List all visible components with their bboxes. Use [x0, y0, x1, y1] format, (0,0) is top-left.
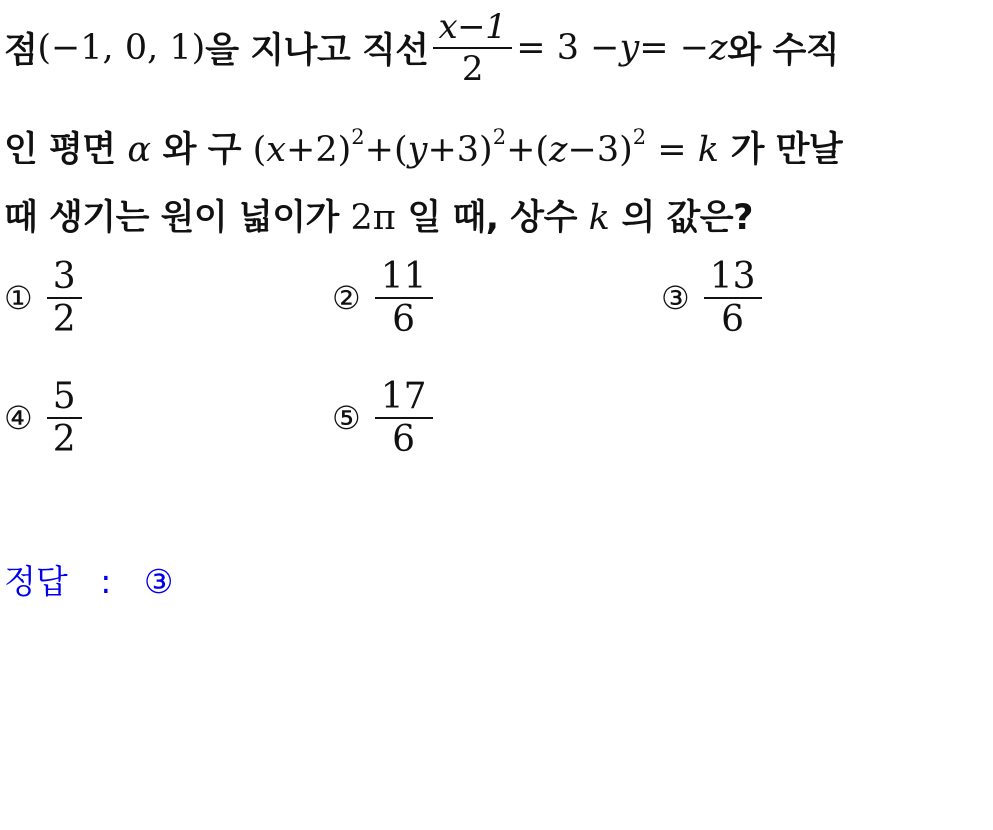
line-equation-fraction [433, 7, 513, 89]
choice-fraction [375, 256, 433, 340]
question-text: 일 때, 상수 [407, 198, 589, 238]
math-text: = − [639, 28, 710, 68]
choice-fraction [47, 376, 82, 460]
constant-k: k [588, 198, 610, 238]
choice-marker: ② [332, 279, 361, 317]
choice-fraction [375, 376, 433, 460]
choice-3[interactable] [661, 256, 762, 340]
plane-alpha: α [127, 130, 151, 170]
choice-fraction [47, 256, 82, 340]
fraction-denominator: 6 [392, 419, 416, 460]
answer-line [4, 556, 173, 603]
choice-1[interactable] [4, 256, 82, 340]
question-text: 가 만날 [730, 130, 843, 170]
math-text: = 3 − [516, 28, 620, 68]
choice-marker: ④ [4, 399, 33, 437]
area-value: 2π [350, 198, 396, 238]
choice-4[interactable] [4, 376, 82, 460]
choice-marker: ③ [661, 279, 690, 317]
answer-separator: : [100, 562, 112, 601]
fraction-numerator: 5 [47, 376, 82, 419]
choice-2[interactable] [332, 256, 433, 340]
fraction-denominator: 6 [392, 299, 416, 340]
question-text: 와 구 [162, 130, 253, 170]
answer-label: 정답 [4, 562, 68, 601]
fraction-numerator: x−1 [433, 7, 513, 49]
answer-value: ③ [143, 562, 174, 601]
question-line-1 [4, 8, 839, 88]
sphere-equation: $(x+2)^2+(y+3)^2+(z-3)^2 = k$ [252, 125, 719, 170]
point-coordinates: (−1, 0, 1) [37, 28, 206, 68]
fraction-denominator: 2 [52, 299, 76, 340]
math-variable: z [709, 28, 728, 68]
question-line-3 [4, 190, 753, 240]
math-variable: y [619, 28, 640, 68]
question-text: 인 평면 [4, 130, 128, 170]
question-text: 점 [4, 31, 38, 71]
fraction-numerator: 11 [375, 256, 433, 299]
fraction-numerator: 3 [47, 256, 82, 299]
fraction-denominator: 6 [721, 299, 745, 340]
question-line-2 [4, 122, 842, 172]
choice-marker: ⑤ [332, 399, 361, 437]
fraction-denominator: 2 [461, 49, 483, 89]
question-text: 을 지나고 직선 [205, 31, 429, 71]
choice-marker: ① [4, 279, 33, 317]
choice-5[interactable] [332, 376, 433, 460]
choice-fraction [704, 256, 762, 340]
fraction-numerator: 17 [375, 376, 433, 419]
question-text: 때 생기는 원이 넓이가 [4, 198, 351, 238]
fraction-denominator: 2 [52, 419, 76, 460]
question-text: 와 수직 [727, 31, 840, 71]
fraction-numerator: 13 [704, 256, 762, 299]
question-text: 의 값은? [621, 198, 753, 238]
